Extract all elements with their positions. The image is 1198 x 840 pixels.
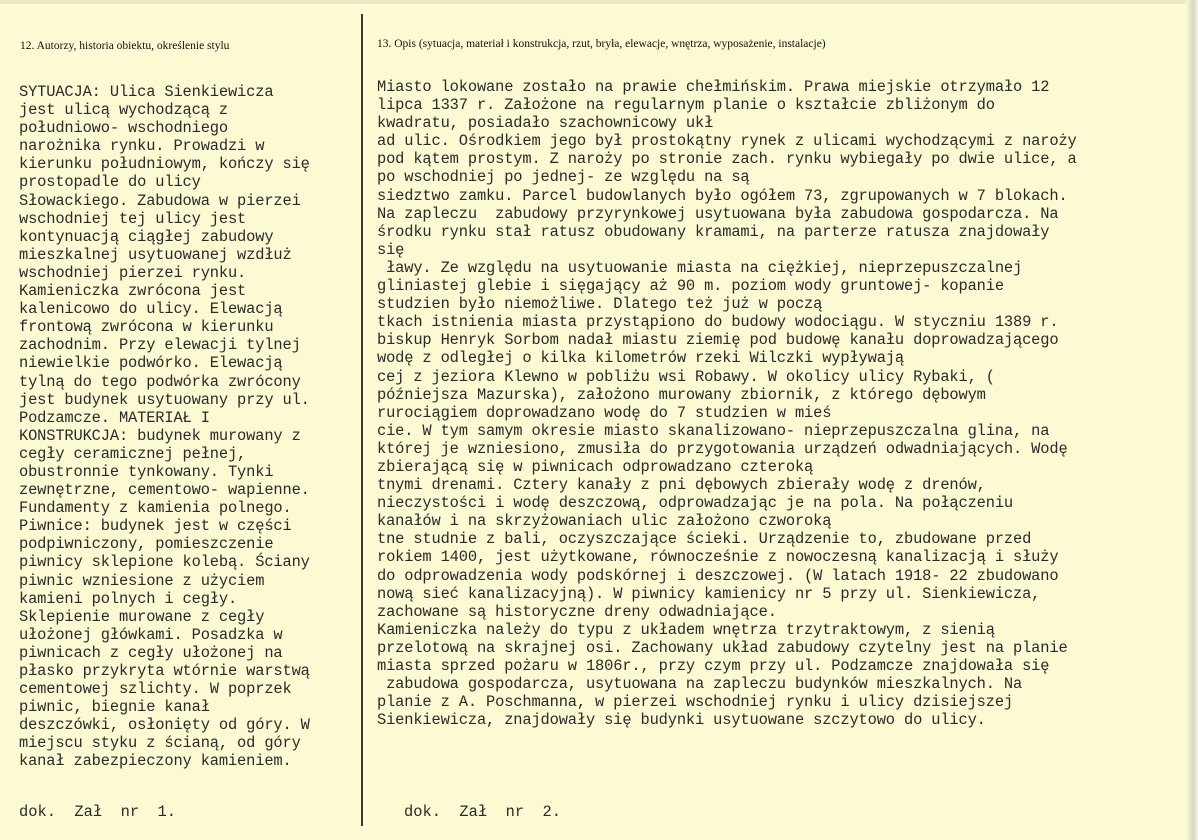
left-text-line: podpiwniczony, pomieszczenie bbox=[19, 535, 274, 554]
right-text-line: ad ulic. Ośrodkiem jego był prostokątny rynek z ulicami wychodzącymi z naroży bbox=[377, 132, 1077, 151]
right-text-line: kwadratu, posiadało szachownicowy ukł bbox=[377, 114, 714, 133]
left-text-line: ułożonej główkami. Posadzka w bbox=[19, 625, 283, 644]
left-column-text bbox=[19, 83, 310, 771]
column-divider bbox=[361, 14, 363, 826]
right-text-line: cej z jeziora Klewno w pobliżu wsi Robawy. W okolicy ulicy Rybaki, ( bbox=[377, 367, 995, 386]
page-right-edge-shadow bbox=[1186, 0, 1198, 840]
right-text-line: Na zapleczu zabudowy przyrynkowej usytuowana była zabudowa gospodarcza. Na bbox=[377, 204, 1059, 223]
left-text-line: frontową zwrócona w kierunku bbox=[19, 318, 274, 337]
left-text-line: deszczówki, osłonięty od góry. W bbox=[19, 716, 310, 735]
right-text-line: środku rynku stał ratusz obudowany kramami, na parterze ratusza znajdowały bbox=[377, 222, 1050, 241]
right-text-line: biskup Henryk Sorbom nadał miastu ziemię pod budowę kanału doprowadzającego bbox=[377, 331, 1059, 350]
right-text-line: pod kątem prostym. Z naroży po stronie zach. rynku wybiegały po dwie ulice, a bbox=[377, 150, 1077, 169]
left-text-line: SYTUACJA: Ulica Sienkiewicza bbox=[19, 83, 274, 101]
left-footer-reference: dok. Zał nr 1. bbox=[19, 803, 177, 821]
right-column-text bbox=[377, 78, 1077, 729]
right-text-line: zbierającą się w piwnicach odprowadzano czteroką bbox=[377, 457, 814, 476]
right-text-line: cie. W tym samym okresie miasto skanalizowano- nieprzepuszczalna glina, na bbox=[377, 421, 1050, 440]
right-text-line: rurociągiem doprowadzano wodę do 7 studzien w mieś bbox=[377, 403, 832, 422]
right-text-line: się bbox=[377, 240, 405, 259]
right-text-line: Kamieniczka należy do typu z układem wnętrza trzytraktowym, z sienią bbox=[377, 620, 995, 639]
left-text-line: tylną do tego podwórka zwrócony bbox=[19, 372, 301, 391]
left-text-line: płasko przykryta wtórnie warstwą bbox=[19, 662, 310, 680]
left-text-line: narożnika rynku. Prowadzi w bbox=[19, 137, 265, 156]
right-text-line: studzien było niemożliwe. Dlatego też już w począ bbox=[377, 295, 823, 314]
left-text-line: piwnic wzniesione z użyciem bbox=[19, 571, 265, 590]
right-text-line: tne studnie z bali, oczyszczające ścieki. Urządzenie to, zbudowane przed bbox=[377, 530, 1032, 549]
left-text-line: kierunku południowym, kończy się bbox=[19, 155, 310, 174]
left-text-line: Kamieniczka zwrócona jest bbox=[19, 282, 247, 301]
left-text-line: niewielkie podwórko. Elewacją bbox=[19, 354, 283, 373]
right-text-line: przelotową na skrajnej osi. Zachowany układ zabudowy czytelny jest na planie bbox=[377, 638, 1068, 657]
left-text-line: kontynuacją ciągłej zabudowy bbox=[19, 227, 274, 246]
left-text-line: mieszkalnej usytuowanej wzdłuż bbox=[19, 245, 292, 264]
left-text-line: piwnicy sklepione kolebą. Ściany bbox=[19, 553, 310, 572]
right-text-line: Sienkiewicza, znajdowały się budynki usytuowane szczytowo do ulicy. bbox=[377, 711, 986, 730]
left-text-line: południowo- wschodniego bbox=[19, 119, 228, 138]
right-text-line: nową sieć kanalizacyjną). W piwnicy kamienicy nr 5 przy ul. Sienkiewicza, bbox=[377, 584, 1041, 603]
right-text-line: miasta sprzed pożaru w 1806r., przy czym przy ul. Podzamcze znajdowała się bbox=[377, 657, 1050, 675]
right-text-line: do odprowadzenia wody podskórnej i deszczowej. (W latach 1918- 22 zbudowano bbox=[377, 566, 1059, 585]
right-text-line: zachowane są historyczne dreny odwadniające. bbox=[377, 602, 777, 621]
right-text-line: tnymi drenami. Cztery kanały z pni dębowych zbierały wodę z drenów, bbox=[377, 476, 986, 495]
left-text-line: cegły ceramicznej pełnej, bbox=[19, 444, 247, 463]
right-text-line: późniejsza Mazurska), założono murowany zbiornik, z którego dębowym bbox=[377, 385, 986, 404]
left-text-line: wschodniej pierzei rynku. bbox=[19, 263, 247, 282]
right-text-line: rokiem 1400, jest użytkowane, równocześnie z nowoczesną kanalizacją i służy bbox=[377, 548, 1059, 567]
left-section-header: 12. Autorzy, historia obiektu, określenie stylu bbox=[20, 40, 230, 52]
left-text-line: Piwnice: budynek jest w części bbox=[19, 517, 292, 536]
left-text-line: Słowackiego. Zabudowa w pierzei bbox=[19, 191, 301, 210]
right-text-line: nieczystości i wodę deszczową, odprowadzając je na pola. Na połączeniu bbox=[377, 494, 1014, 513]
left-text-line: obustronnie tynkowany. Tynki bbox=[19, 462, 274, 481]
right-text-line: po wschodniej po jednej- ze względu na są bbox=[377, 168, 750, 187]
left-text-line: kamieni polnych i cegły. bbox=[19, 589, 238, 608]
right-footer-reference: dok. Zał nr 2. bbox=[404, 803, 562, 821]
right-text-line: ławy. Ze względu na usytuowanie miasta na ciężkiej, nieprzepuszczalnej bbox=[377, 258, 1023, 277]
right-text-line: planie z A. Poschmanna, w pierzei wschodniej rynku i ulicy dzisiejszej bbox=[377, 693, 1014, 712]
left-text-line: cementowej szlichty. W poprzek bbox=[19, 680, 292, 699]
left-text-line: kanał zabezpieczony kamieniem. bbox=[19, 752, 292, 771]
page-top-edge bbox=[0, 0, 1198, 4]
left-text-line: jest budynek usytuowany przy ul. bbox=[19, 390, 310, 409]
left-text-line: Podzamcze. MATERIAŁ I bbox=[19, 408, 210, 427]
left-text-line: prostopadle do ulicy bbox=[19, 173, 201, 192]
right-text-line: zabudowa gospodarcza, usytuowana na zapleczu budynków mieszkalnych. Na bbox=[377, 675, 1023, 694]
left-text-line: zachodnim. Przy elewacji tylnej bbox=[19, 336, 301, 355]
right-text-line: której je wzniesiono, zmusiła do przygotowania urządzeń odwadniających. Wodę bbox=[377, 439, 1068, 458]
left-text-line: Sklepienie murowane z cegły bbox=[19, 607, 265, 626]
right-text-line: siedztwo zamku. Parcel budowlanych było ogółem 73, zgrupowanych w 7 blokach. bbox=[377, 186, 1068, 205]
right-section-header: 13. Opis (sytuacja, materiał i konstrukcja, rzut, bryła, elewacje, wnętrza, wyposażenie, instalacje) bbox=[377, 38, 826, 50]
left-text-line: KONSTRUKCJA: budynek murowany z bbox=[19, 426, 301, 445]
right-text-line: wodę z odległej o kilka kilometrów rzeki Wilczki wypływają bbox=[377, 349, 904, 368]
right-text-line: tkach istnienia miasta przystąpiono do budowy wodociągu. W styczniu 1389 r. bbox=[377, 313, 1059, 332]
left-text-line: jest ulicą wychodzącą z bbox=[19, 101, 228, 120]
left-text-line: miejscu styku z ścianą, od góry bbox=[19, 734, 301, 753]
right-text-line: Miasto lokowane zostało na prawie chełmińskim. Prawa miejskie otrzymało 12 bbox=[377, 78, 1050, 96]
left-text-line: Fundamenty z kamienia polnego. bbox=[19, 499, 292, 518]
right-text-line: kanałów i na skrzyżowaniach ulic założono czworoką bbox=[377, 512, 832, 531]
right-text-line: gliniastej glebie i sięgający aż 90 m. poziom wody gruntowej- kopanie bbox=[377, 277, 1004, 296]
left-text-line: wschodniej tej ulicy jest bbox=[19, 209, 247, 228]
left-text-line: piwnicach z cegły ułożonej na bbox=[19, 643, 283, 662]
left-text-line: kalenicowo do ulicy. Elewacją bbox=[19, 300, 283, 319]
right-text-line: lipca 1337 r. Założone na regularnym planie o kształcie zbliżonym do bbox=[377, 96, 995, 115]
left-text-line: piwnic, biegnie kanał bbox=[19, 698, 210, 717]
left-text-line: zewnętrzne, cementowo- wapienne. bbox=[19, 481, 310, 500]
